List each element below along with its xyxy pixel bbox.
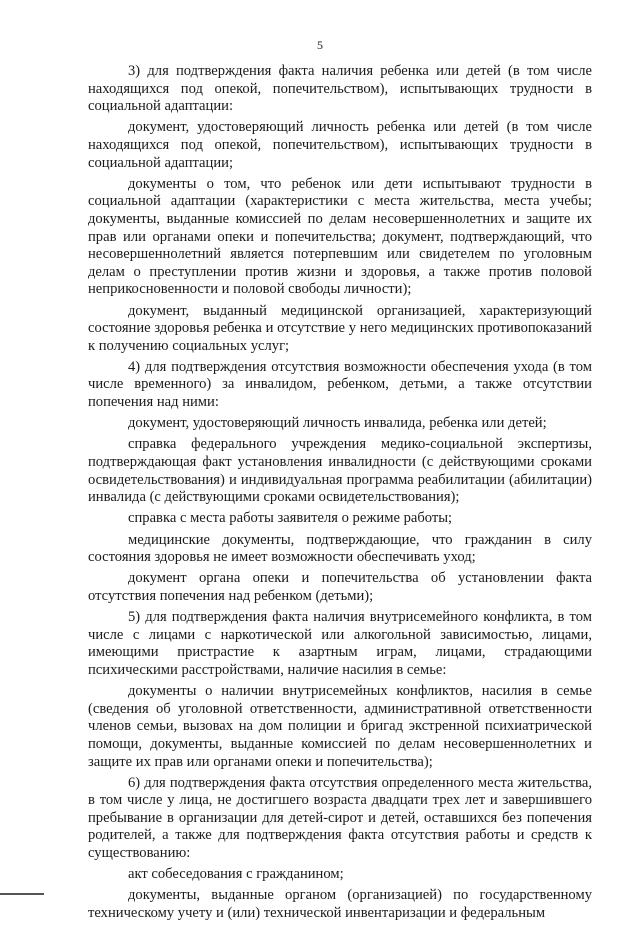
paragraph-3-heading: 3) для подтверждения факта наличия ребенка или детей (в том числе находящихся под опекой, попечительством), испытывающих трудности в социальной адаптации:: [88, 63, 592, 115]
document-body: [88, 63, 592, 926]
paragraph-4-heading: 4) для подтверждения отсутствия возможности обеспечения ухода (в том числе временного) за инвалидом, ребенком, детьми, а также отсутствии попечения над ними:: [88, 358, 592, 411]
paragraph: справка федерального учреждения медико-социальной экспертизы, подтверждающая факт установления инвалидности (с действующими сроками освидетельствования) и индивидуальная программа реабилитации (абилитации) инвалида (с действующими сроками освидетельствования);: [88, 436, 592, 506]
paragraph: документ органа опеки и попечительства об установлении факта отсутствия попечения над ребенком (детьми);: [88, 570, 592, 604]
paragraph: документы о том, что ребенок или дети испытывают трудности в социальной адаптации (характеристики с места жительства, места учебы; документы, выданные комиссией по делам несовершеннолетних и защите их прав или органами опеки и попечительства; документ, подтверждающий, что несовершеннолетний является потерпевшим или свидетелем по уголовным делам о преступлении против жизни и здоровья, а также против половой неприкосновенности и половой свободы личности);: [88, 175, 592, 298]
paragraph: документы о наличии внутрисемейных конфликтов, насилия в семье (сведения об уголовной ответственности, административной ответственности членов семьи, вызовах на дом полиции и бригад экстренной психиатрической помощи, документы, выданные комиссией по делам несовершеннолетних и защите их прав или органами опеки и попечительства);: [88, 683, 592, 770]
paragraph: документы, выданные органом (организацией) по государственному техническому учету и (или) технической инвентаризации и федеральным: [88, 887, 592, 922]
paragraph-5-heading: 5) для подтверждения факта наличия внутрисемейного конфликта, в том числе с лицами с наркотической или алкогольной зависимостью, лицами, имеющими пристрастие к азартным играм, лицами, страдающими психическими расстройствами, наличие насилия в семье:: [88, 609, 592, 678]
paragraph: акт собеседования с гражданином;: [128, 866, 344, 883]
paragraph: документ, выданный медицинской организацией, характеризующий состояние здоровья ребенка и отсутствие у него медицинских противопоказаний к получению социальных услуг;: [88, 302, 592, 354]
page-number: 5: [317, 38, 323, 52]
paragraph: медицинские документы, подтверждающие, что гражданин в силу состояния здоровья не имеет возможности обеспечивать уход;: [88, 531, 592, 566]
paragraph: документ, удостоверяющий личность инвалида, ребенка или детей;: [128, 415, 547, 432]
paragraph: справка с места работы заявителя о режиме работы;: [128, 510, 453, 527]
footer-line: [0, 893, 44, 895]
paragraph: документ, удостоверяющий личность ребенка или детей (в том числе находящихся под опекой, попечительством), испытывающих трудности в социальной адаптации;: [88, 119, 592, 171]
paragraph-6-heading: 6) для подтверждения факта отсутствия определенного места жительства, в том числе у лица, не достигшего возраста двадцати трех лет и завершившего пребывание в организации для детей-сирот и детей, оставшихся без попечения родителей, а также для подтверждения факта отсутствия работы и средств к существованию:: [88, 774, 592, 862]
